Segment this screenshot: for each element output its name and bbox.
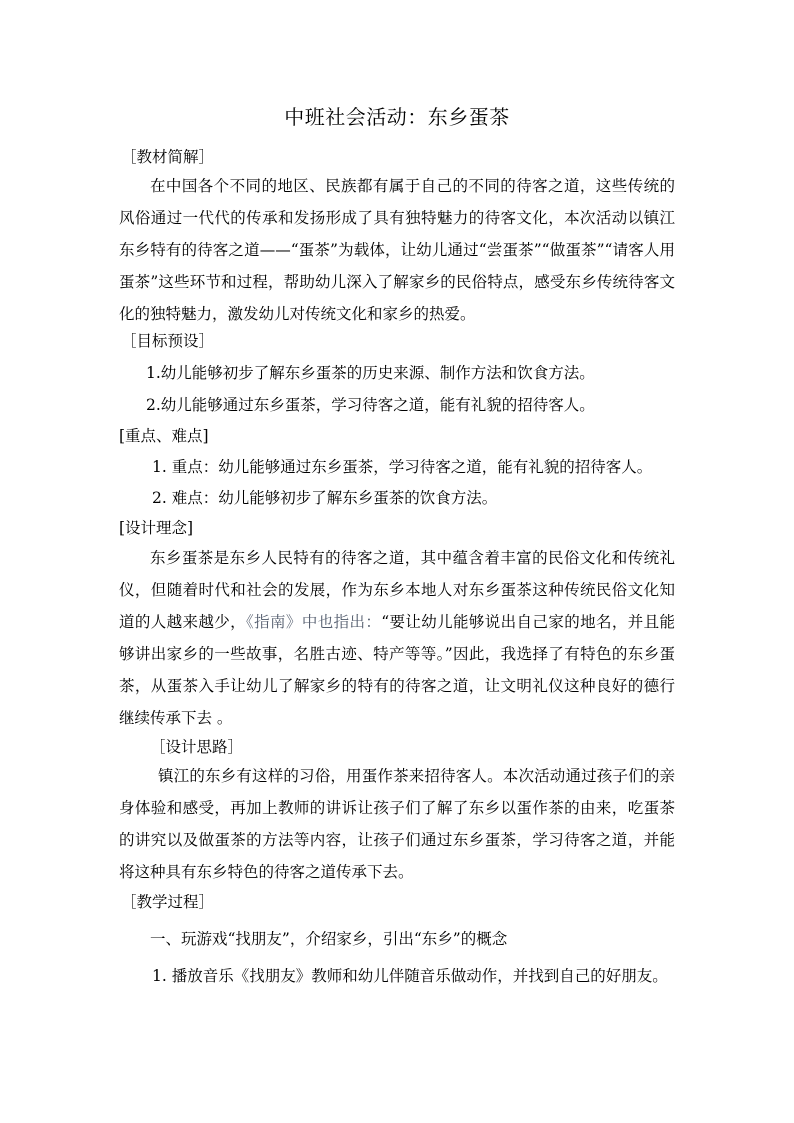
key-points-heading: [重点、难点] xyxy=(119,427,209,445)
materials-body: 在中国各个不同的地区、民族都有属于自己的不同的待客之道，这些传统的风俗通过一代代的传承和发扬形成了具有独特魅力的待客文化，本次活动以镇江东乡特有的待客之道——“蛋茶”为载体，让幼儿通过“尝蛋茶”“做蛋茶”“请客人用蛋茶”这些环节和过程，帮助幼儿深入了解家乡的民俗特点，感受东乡传统待客文化的独特魅力，激发幼儿对传统文化和家乡的热爱。 xyxy=(119,177,675,323)
design-idea-body: 镇江的东乡有这样的习俗，用蛋作茶来招待客人。本次活动通过孩子们的亲身体验和感受，再加上教师的讲诉让孩子们了解了东乡以蛋作茶的由来，吃蛋茶的讲究以及做蛋茶的方法等内容，让孩子们通过东乡蛋茶，学习待客之道，并能将这种具有东乡特色的待客之道传承下去。 xyxy=(119,767,675,881)
guide-reference: 《指南》中也指出： xyxy=(246,613,382,631)
process-step-1: 一、玩游戏“找朋友”，介绍家乡，引出“东乡”的概念 xyxy=(150,930,508,948)
process-step-1-1: 1. 播放音乐《找朋友》教师和幼儿伴随音乐做动作，并找到自己的好朋友。 xyxy=(152,967,668,985)
key-point-item-1: 1. 重点：幼儿能够通过东乡蛋茶，学习待客之道，能有礼貌的招待客人。 xyxy=(152,458,653,476)
document-title: 中班社会活动：东乡蛋茶 xyxy=(284,105,510,129)
design-concept-body xyxy=(119,542,675,734)
design-concept-text-2: “要让幼儿能够说出自己家的地名，并且能够讲出家乡的一些故事，名胜古迹、特产等等。”因此，我选择了有特色的东乡蛋茶，从蛋茶入手让幼儿了解家乡的特有的待客之道，让文明礼仪这种良好的德行继续传承下去 。 xyxy=(119,613,675,727)
goal-item-2: 2.幼儿能够通过东乡蛋茶，学习待客之道，能有礼貌的招待客人。 xyxy=(146,396,595,414)
key-point-item-2: 2. 难点：幼儿能够初步了解东乡蛋茶的饮食方法。 xyxy=(152,489,498,507)
design-idea-heading: ［设计思路］ xyxy=(150,738,244,756)
process-heading: ［教学过程］ xyxy=(121,893,215,911)
goal-item-1: 1.幼儿能够初步了解东乡蛋茶的历史来源、制作方法和饮食方法。 xyxy=(146,364,595,382)
design-concept-text-1: 东乡蛋茶是东乡人民特有的待客之道，其中蕴含着丰富的民俗文化和传统礼仪，但随着时代和社会的发展，作为东乡本地人对东乡蛋茶这种传统民俗文化知道的人越来越少， xyxy=(119,549,675,631)
goals-heading: ［目标预设］ xyxy=(121,332,215,350)
materials-heading: ［教材简解］ xyxy=(121,148,215,166)
design-concept-heading: [设计理念] xyxy=(119,519,194,537)
